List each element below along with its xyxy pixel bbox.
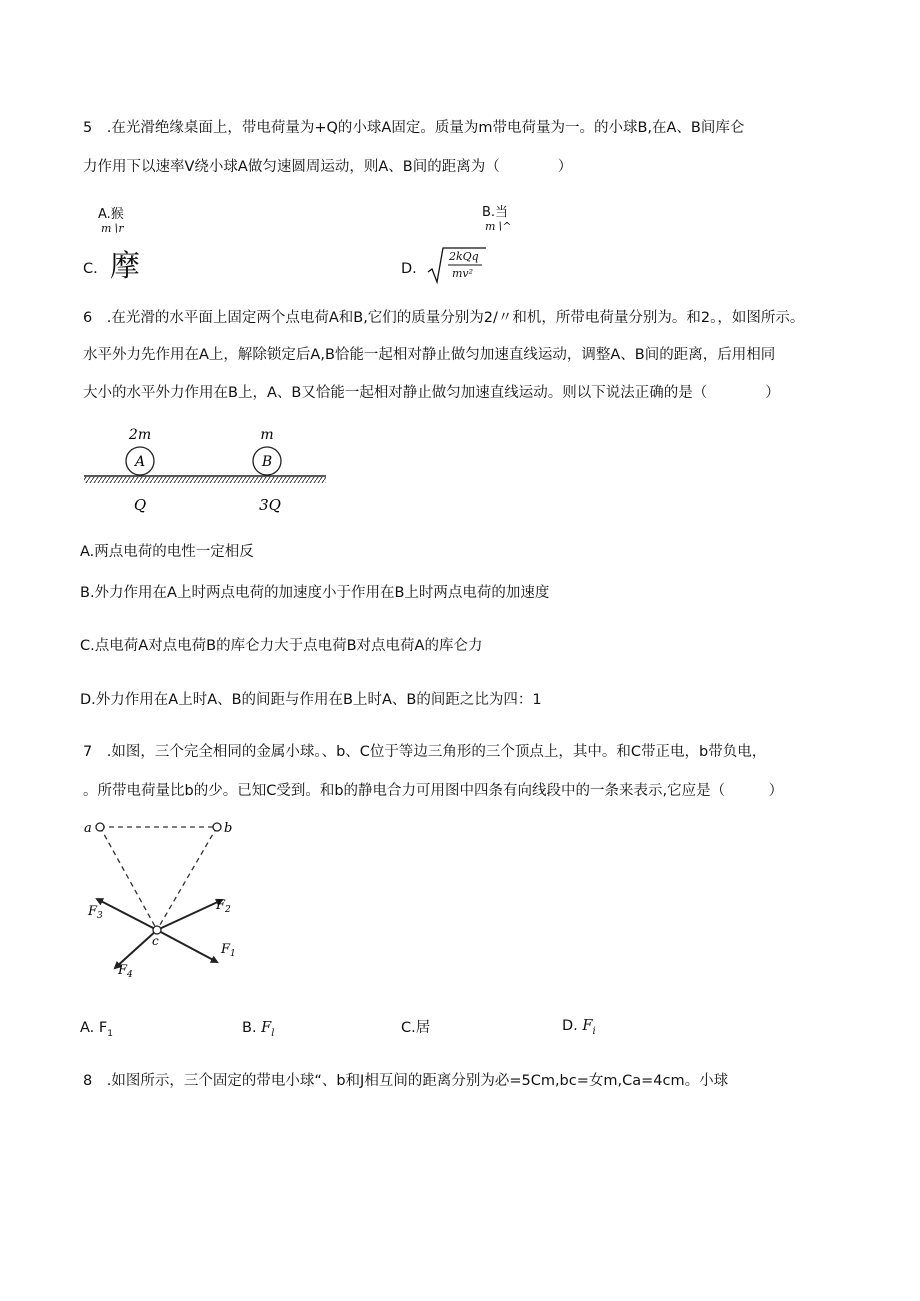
q5-option-b: B.当 [482, 205, 509, 220]
ball-a-icon [96, 823, 104, 831]
q6-option-d: D.外力作用在A上时A、B的间距与作用在B上时A、B的间距之比为四：1 [80, 692, 542, 708]
label-a: a [84, 821, 92, 836]
q7-option-a: A. $F_1$ [80, 1020, 113, 1039]
q6-option-a: A.两点电荷的电性一定相反 [80, 544, 254, 560]
charge-b-label: 3Q [259, 496, 281, 514]
label-f3: $F_3$ [88, 904, 103, 921]
q7-option-c: C.居 [401, 1020, 431, 1036]
q6-option-c: C.点电荷A对点电荷B的库仑力大于点电荷B对点电荷A的库仑力 [80, 638, 483, 654]
q6-option-b: B.外力作用在A上时两点电荷的加速度小于作用在B上时两点电荷的加速度 [80, 585, 550, 601]
ball-b-icon [213, 823, 221, 831]
ball-c-icon [153, 926, 161, 934]
q5-option-c-glyph: 摩 [110, 249, 140, 284]
ball-a-label: A [134, 454, 146, 470]
q6-figure [80, 420, 330, 520]
charge-a-label: Q [133, 496, 147, 514]
ball-b-label: B [261, 454, 273, 470]
q5-stem-line2: 力作用下以速率V绕小球A做匀速圆周运动，则A、B间的距离为（ ） [83, 159, 573, 175]
q6-stem-line2: 水平外力先作用在A上，解除锁定后A,B恰能一起相对静止做匀加速直线运动，调整A、B间的距离，后用相同 [83, 347, 776, 363]
q5-stem-line1: 5 .在光滑绝缘桌面上，带电荷量为+Q的小球A固定。质量为m带电荷量为一。的小球B,在A、B间库仑 [83, 120, 745, 136]
q7-option-b: B. $F_l$ [242, 1020, 275, 1039]
q5-option-a: A.猴 [98, 207, 124, 222]
label-b: b [224, 821, 233, 836]
label-f4: $F_4$ [118, 963, 133, 980]
label-f2: $F_2$ [216, 898, 231, 915]
q7-option-d: D. $F_i$ [562, 1018, 596, 1037]
label-f1: $F_1$ [221, 942, 236, 959]
q5-option-d: D. [401, 261, 417, 277]
q6-stem-line1: 6 .在光滑的水平面上固定两个点电荷A和B,它们的质量分别为2/〃和机，所带电荷量分别为。和2。，如图所示。 [83, 310, 805, 326]
q7-figure [80, 815, 250, 985]
f2-arrow-icon [157, 900, 222, 930]
q5-option-b-formula: m∖^ [485, 220, 512, 233]
q5-option-a-formula: m∖r [101, 222, 124, 235]
q8-stem-line1: 8 .如图所示，三个固定的带电小球“、b和J相互间的距离分别为必=5Cm,bc=女m,Ca=4cm。小球 [83, 1073, 729, 1089]
mass-b-label: m [260, 427, 274, 443]
q7-stem-line2: 。所带电荷量比b的少。已知C受到。和b的静电合力可用图中四条有向线段中的一条来表示,它应是（ ） [83, 783, 784, 799]
q5-option-c: C. [83, 261, 98, 277]
label-c: c [152, 934, 159, 948]
q6-stem-line3: 大小的水平外力作用在B上，A、B又恰能一起相对静止做匀加速直线运动。则以下说法正确的是（ ） [83, 385, 780, 401]
q5-option-d-denominator: mv² [452, 267, 474, 280]
f1-arrow-icon [157, 930, 217, 962]
q5-option-d-numerator: 2kQq [449, 250, 479, 263]
q7-stem-line1: 7 .如图，三个完全相同的金属小球。、b、C位于等边三角形的三个顶点上，其中。和C带正电，b带负电， [83, 744, 767, 760]
mass-a-label: 2m [128, 427, 152, 443]
